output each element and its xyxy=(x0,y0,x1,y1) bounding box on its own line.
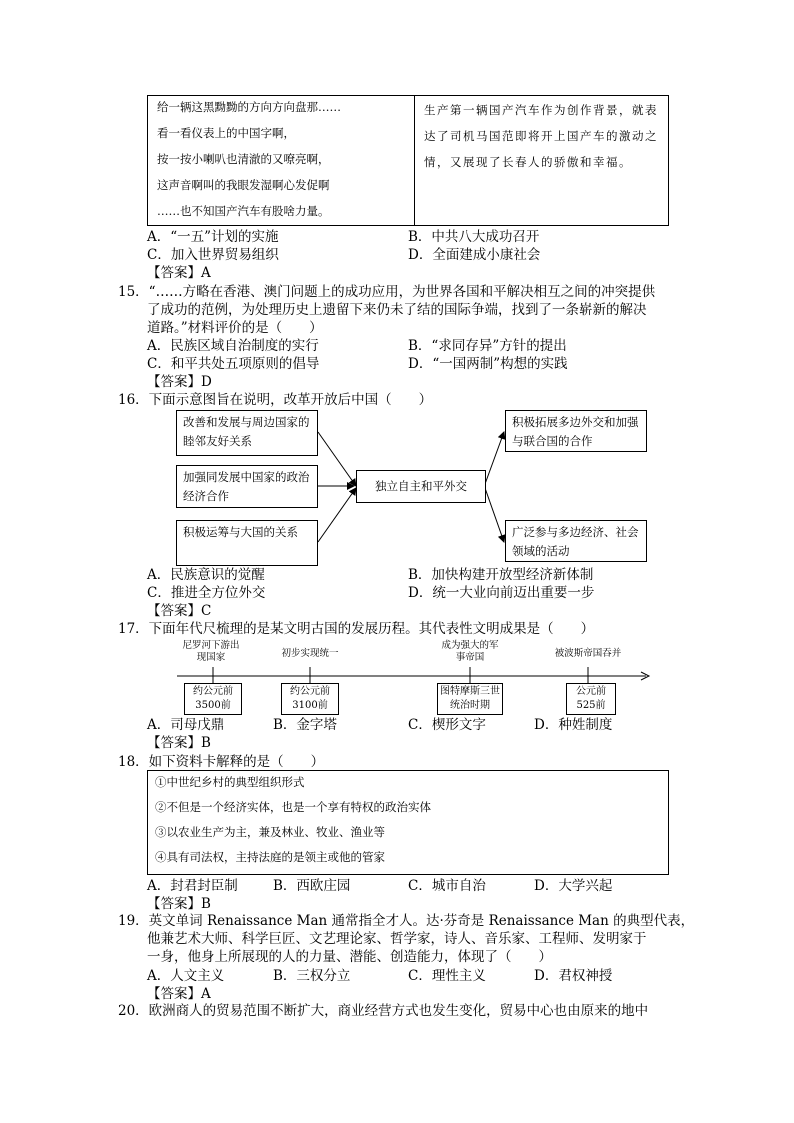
q17-event-4: 被波斯帝国吞并 xyxy=(554,648,622,659)
q15-option-a[interactable]: A．民族区域自治制度的实行 xyxy=(147,338,319,354)
q18-answer: 【答案】B xyxy=(147,896,211,912)
q17-event-1: 尼罗河下游出现国家 xyxy=(182,640,240,663)
q19-stem-line-2: 他兼艺术大师、科学巨匠、文艺理论家、哲学家，诗人、音乐家、工程师、发明家于 xyxy=(147,931,647,947)
q17-event-2: 初步实现统一 xyxy=(281,648,339,659)
poem-line: 给一辆这黑黝黝的方向方向盘那…… xyxy=(157,100,341,114)
q14-option-a[interactable]: A．“一五”计划的实施 xyxy=(147,229,279,245)
q19-stem-line-1: 19．英文单词 Renaissance Man 通常指全才人。达·芬奇是 Renaissance Man 的典型代表， xyxy=(118,913,695,929)
q14-note: 生产第一辆国产汽车作为创作背景，就表达了司机马国范即将开上国产车的激动之情，又展现了长春人的骄傲和幸福。 xyxy=(424,103,658,169)
q16-node-neighbors: 改善和发展与周边国家的睦邻友好关系 xyxy=(176,410,318,456)
q15-option-c[interactable]: C．和平共处五项原则的倡导 xyxy=(147,356,320,372)
q14-option-b[interactable]: B．中共八大成功召开 xyxy=(408,229,540,245)
q18-card-line-2: ②不但是一个经济实体，也是一个享有特权的政治实体 xyxy=(155,800,431,814)
q14-option-c[interactable]: C．加入世界贸易组织 xyxy=(147,247,279,263)
q15-option-d[interactable]: D．“一国两制”构想的实践 xyxy=(408,356,568,372)
q19-option-c[interactable]: C．理性主义 xyxy=(408,968,486,984)
q19-answer: 【答案】A xyxy=(147,986,211,1002)
q15-answer: 【答案】D xyxy=(147,374,212,390)
q14-option-d[interactable]: D．全面建成小康社会 xyxy=(408,247,541,263)
q16-option-b[interactable]: B．加快构建开放型经济新体制 xyxy=(408,567,594,583)
q17-option-a[interactable]: A．司母戊鼎 xyxy=(147,717,225,733)
q17-option-b[interactable]: B．金字塔 xyxy=(273,717,337,733)
q16-option-c[interactable]: C．推进全方位外交 xyxy=(147,585,266,601)
q15-stem-line-1: 15．“……方略在香港、澳门问题上的成功应用，为世界各国和平解决相互之间的冲突提供 xyxy=(118,284,656,300)
poem-line: 按一按小喇叭也清澈的又嘹亮啊， xyxy=(157,152,330,166)
q15-option-b[interactable]: B．“求同存异”方针的提出 xyxy=(408,338,567,354)
q16-node-major-powers: 积极运筹与大国的关系 xyxy=(176,520,318,566)
q19-option-b[interactable]: B．三权分立 xyxy=(273,968,351,984)
q18-card-line-3: ③以农业生产为主，兼及林业、牧业、渔业等 xyxy=(155,825,385,839)
q17-stem: 17．下面年代尺梳理的是某文明古国的发展历程。其代表性文明成果是（ ） xyxy=(118,621,595,637)
q17-answer: 【答案】B xyxy=(147,735,211,751)
q15-stem-line-2: 了成功的范例，为处理历史上遗留下来仍未了结的国际争端，找到了一条崭新的解决 xyxy=(147,302,647,318)
poem-line: 这声音啊叫的我眼发湿啊心发促啊 xyxy=(157,178,330,192)
q18-option-b[interactable]: B．西欧庄园 xyxy=(273,878,351,894)
q18-option-d[interactable]: D．大学兴起 xyxy=(534,878,613,894)
q17-date-4: 公元前525前 xyxy=(566,683,616,715)
q18-card-line-4: ④具有司法权，主持法庭的是领主或他的管家 xyxy=(155,850,385,864)
q16-option-d[interactable]: D．统一大业向前迈出重要一步 xyxy=(408,585,595,601)
q16-node-developing: 加强同发展中国家的政治经济合作 xyxy=(176,465,318,508)
q16-answer: 【答案】C xyxy=(147,603,212,619)
q16-center-node: 独立自主和平外交 xyxy=(356,470,486,503)
q19-option-a[interactable]: A．人文主义 xyxy=(147,968,225,984)
q17-event-3: 成为强大的军事帝国 xyxy=(441,640,499,663)
q17-option-d[interactable]: D．种姓制度 xyxy=(534,717,613,733)
q17-date-3: 图特摩斯三世统治时期 xyxy=(437,683,503,715)
q16-node-economic: 广泛参与多边经济、社会领域的活动 xyxy=(505,520,647,562)
q16-node-multilateral: 积极拓展多边外交和加强与联合国的合作 xyxy=(505,410,647,452)
q16-option-a[interactable]: A．民族意识的觉醒 xyxy=(147,567,265,583)
q18-card-line-1: ①中世纪乡村的典型组织形式 xyxy=(155,775,305,789)
poem-line: ……也不知国产汽车有股啥力量。 xyxy=(157,204,330,218)
q20-stem: 20．欧洲商人的贸易范围不断扩大，商业经营方式也发生变化，贸易中心也由原来的地中 xyxy=(118,1003,649,1019)
q17-date-2: 约公元前3100前 xyxy=(281,683,339,715)
q18-stem: 18．如下资料卡解释的是（ ） xyxy=(118,754,325,770)
q19-option-d[interactable]: D．君权神授 xyxy=(534,968,613,984)
poem-line: 看一看仪表上的中国字啊， xyxy=(157,126,295,140)
q17-date-1: 约公元前3500前 xyxy=(184,683,242,715)
q19-stem-line-3: 一身，他身上所展现的人的力量、潜能、创造能力，体现了（ ） xyxy=(147,949,552,965)
q16-stem: 16．下面示意图旨在说明，改革开放后中国（ ） xyxy=(118,392,433,408)
q15-stem-line-3: 道路。”材料评价的是（ ） xyxy=(147,320,323,336)
q18-option-c[interactable]: C．城市自治 xyxy=(408,878,486,894)
q14-answer: 【答案】A xyxy=(147,265,211,281)
q17-option-c[interactable]: C．楔形文字 xyxy=(408,717,486,733)
q18-option-a[interactable]: A．封君封臣制 xyxy=(147,878,238,894)
